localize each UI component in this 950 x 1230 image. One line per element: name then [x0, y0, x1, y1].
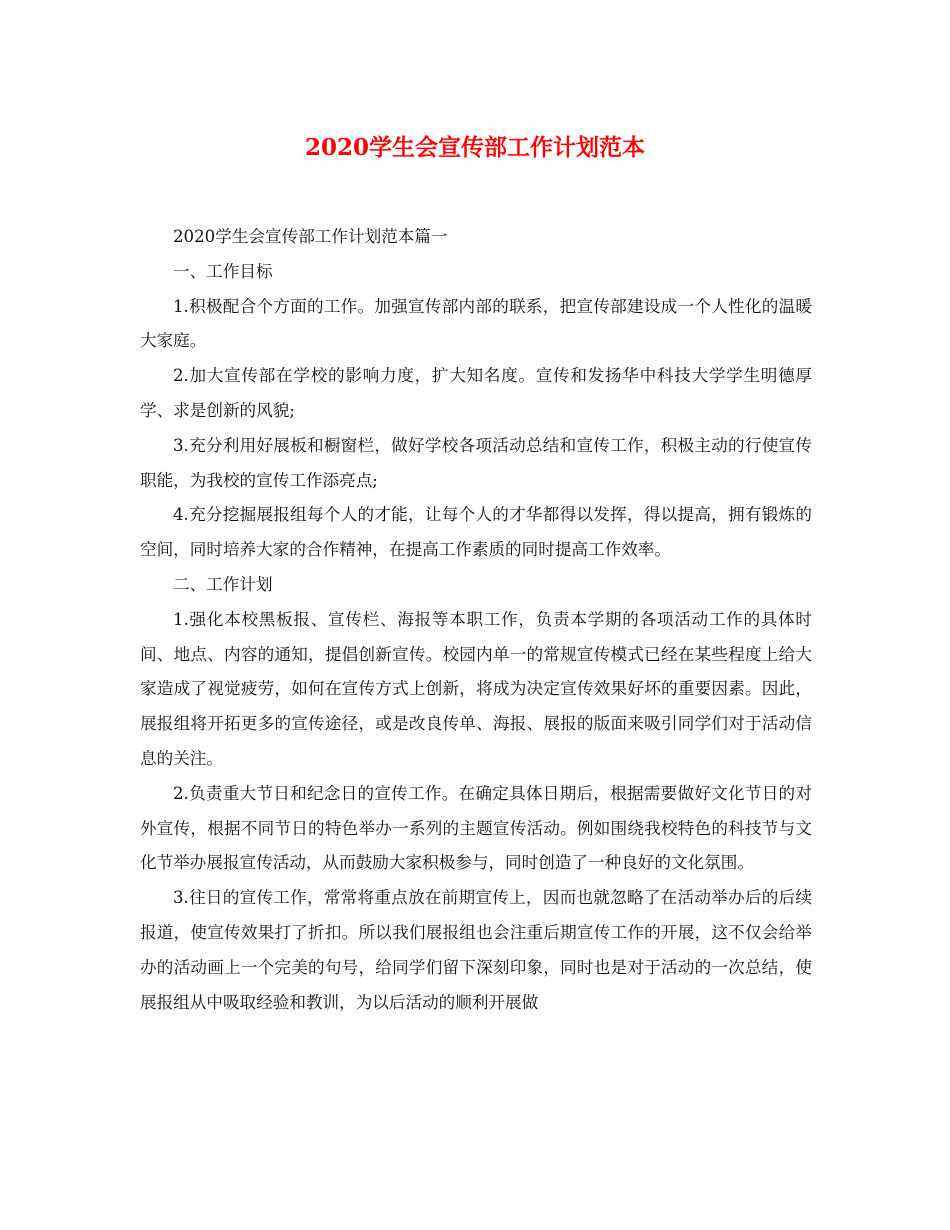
section-heading: 2020学生会宣传部工作计划范本篇一: [173, 227, 448, 246]
subsection-heading-goals: 一、工作目标: [173, 261, 273, 281]
document-title: 2020学生会宣传部工作计划范本: [304, 134, 645, 161]
paragraph: 1.积极配合个方面的工作。加强宣传部内部的联系，把宣传部建设成一个人性化的温暖大家庭。: [140, 296, 812, 351]
paragraph: 3.往日的宣传工作，常常将重点放在前期宣传上，因而也就忽略了在活动举办后的后续报道，使宣传效果打了折扣。所以我们展报组也会注重后期宣传工作的开展，这不仅会给举办的活动画上一个完美的句号，给同学们留下深刻印象，同时也是对于活动的一次总结，使展报组从中吸取经验和教训，为以后活动的顺利开展做: [140, 888, 812, 1012]
paragraph: 3.充分利用好展板和橱窗栏，做好学校各项活动总结和宣传工作，积极主动的行使宣传职能，为我校的宣传工作添亮点;: [140, 435, 812, 490]
paragraph: 4.充分挖掘展报组每个人的才能，让每个人的才华都得以发挥，得以提高，拥有锻炼的空间，同时培养大家的合作精神，在提高工作素质的同时提高工作效率。: [140, 505, 812, 560]
subsection-heading-plan: 二、工作计划: [173, 574, 273, 594]
paragraph: 1.强化本校黑板报、宣传栏、海报等本职工作，负责本学期的各项活动工作的具体时间、地点、内容的通知，提倡创新宣传。校园内单一的常规宣传模式已经在某些程度上给大家造成了视觉疲劳，如何在宣传方式上创新，将成为决定宣传效果好坏的重要因素。因此，展报组将开拓更多的宣传途径，或是改良传单、海报、展报的版面来吸引同学们对于活动信息的关注。: [140, 609, 812, 768]
document-body: [140, 220, 812, 1020]
paragraph: 2.负责重大节日和纪念日的宣传工作。在确定具体日期后，根据需要做好文化节日的对外宣传，根据不同节日的特色举办一系列的主题宣传活动。例如围绕我校特色的科技节与文化节举办展报宣传活动，从而鼓励大家积极参与，同时创造了一种良好的文化氛围。: [140, 783, 812, 873]
paragraph: 2.加大宣传部在学校的影响力度，扩大知名度。宣传和发扬华中科技大学学生明德厚学、求是创新的风貌;: [140, 366, 812, 420]
